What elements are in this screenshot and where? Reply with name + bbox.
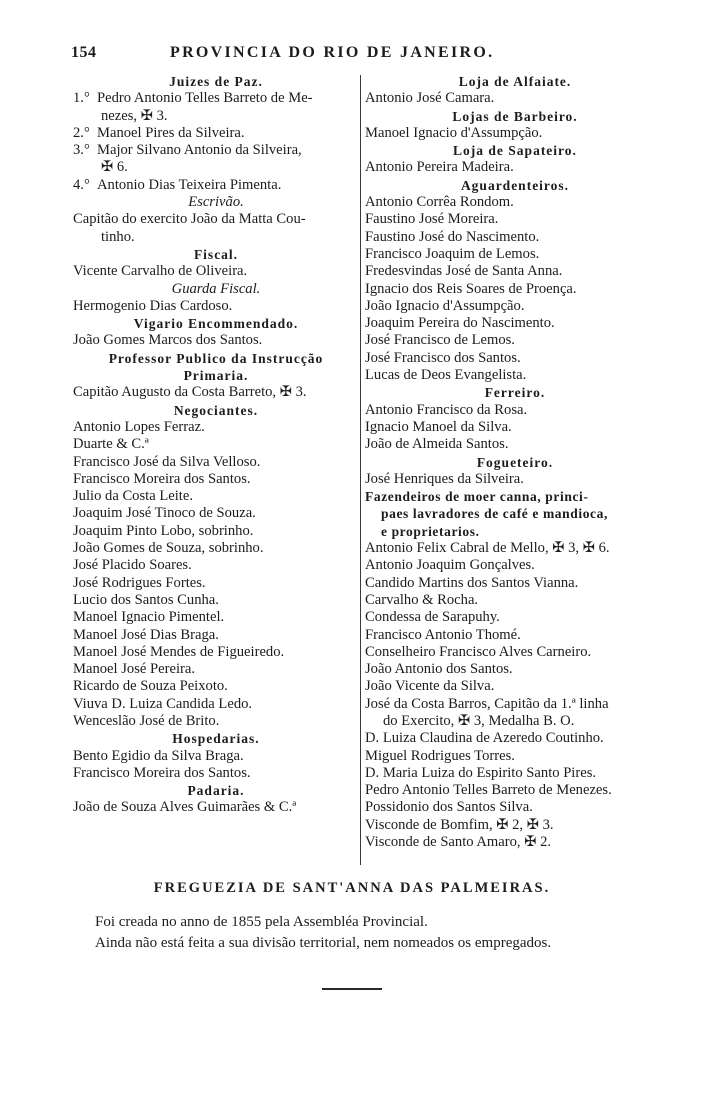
list-item: D. Luiza Claudina de Azeredo Coutinho. — [365, 730, 604, 747]
heading-guarda-fiscal: Guarda Fiscal. — [171, 280, 261, 297]
list-item: Antonio Lopes Ferraz. — [73, 418, 205, 435]
list-item: Miguel Rodrigues Torres. — [365, 747, 515, 764]
heading-ferreiro: Ferreiro. — [484, 385, 546, 401]
right-column — [365, 73, 665, 851]
heading-juizes: Juizes de Paz. — [169, 74, 263, 89]
fiscal-name: Vicente Carvalho de Oliveira. — [73, 263, 248, 280]
list-item: José Rodrigues Fortes. — [73, 574, 206, 591]
juiz-2-num: 2.° — [73, 124, 90, 141]
list-item: Conselheiro Francisco Alves Carneiro. — [365, 643, 592, 660]
vigario-name: João Gomes Marcos dos Santos. — [73, 332, 263, 349]
list-item: Francisco Joaquim de Lemos. — [365, 245, 540, 262]
juiz-4 — [73, 177, 359, 194]
heading-fazendeiros-2: paes lavradores de café e mandioca, — [381, 506, 608, 522]
list-item: Joaquim Pinto Lobo, sobrinho. — [73, 522, 254, 539]
escrivao-line1: Capitão do exercito João da Matta Cou- — [73, 211, 306, 228]
list-item: Viuva D. Luiza Candida Ledo. — [73, 695, 253, 712]
juiz-2 — [73, 125, 359, 142]
paragraph-line-1: Foi creada no anno de 1855 pela Assembléa Provincial. — [95, 914, 428, 930]
running-title: PROVINCIA DO RIO DE JANEIRO. — [170, 44, 495, 61]
heading-fiscal: Fiscal. — [193, 246, 239, 262]
heading-aguardenteiros: Aguardenteiros. — [460, 177, 570, 193]
escrivao-line2: tinho. — [101, 228, 135, 245]
list-item: Julio da Costa Leite. — [73, 488, 193, 505]
guarda-fiscal-name: Hermogenio Dias Cardoso. — [73, 297, 233, 314]
list-item: João Gomes de Souza, sobrinho. — [73, 540, 264, 557]
alfaiate-name: Antonio José Camara. — [365, 90, 495, 107]
list-item: Condessa de Sarapuhy. — [365, 609, 500, 626]
list-item: Francisco Antonio Thomé. — [365, 626, 521, 643]
heading-padaria: Padaria. — [187, 783, 245, 799]
list-item: Bento Egidio da Silva Braga. — [73, 747, 244, 764]
list-item: Carvalho & Rocha. — [365, 591, 479, 608]
juiz-1-num: 1.° — [73, 90, 90, 107]
juiz-1-line2: nezes, ✠ 3. — [101, 107, 168, 124]
juiz-2-name: Manoel Pires da Silveira. — [97, 124, 245, 141]
fogueteiro-name: José Henriques da Silveira. — [365, 470, 524, 487]
list-item: Manoel José Pereira. — [73, 661, 195, 678]
juiz-3-name: Major Silvano Antonio da Silveira, — [97, 142, 302, 159]
list-item: Candido Martins dos Santos Vianna. — [365, 574, 579, 591]
list-item: Ignacio dos Reis Soares de Proença. — [365, 280, 577, 297]
list-item: Possidonio dos Santos Silva. — [365, 799, 533, 816]
list-item: José Placido Soares. — [73, 557, 192, 574]
list-item: Antonio Francisco da Rosa. — [365, 401, 528, 418]
juiz-1-line1 — [73, 90, 359, 107]
section-paragraph — [95, 912, 551, 954]
list-item: Ignacio Manoel da Silva. — [365, 418, 512, 435]
list-item: Francisco José da Silva Velloso. — [73, 453, 261, 470]
heading-professor: Professor Publico da Instrucção — [108, 350, 324, 366]
list-item: José Francisco dos Santos. — [365, 349, 521, 366]
heading-barbeiro: Lojas de Barbeiro. — [452, 108, 578, 124]
list-item: João Vicente da Silva. — [365, 678, 495, 695]
list-item: João Ignacio d'Assumpção. — [365, 297, 525, 314]
list-item-continuation: do Exercito, ✠ 3, Medalha B. O. — [383, 712, 575, 729]
list-item: Lucas de Deos Evangelista. — [365, 367, 527, 384]
heading-sapateiro: Loja de Sapateiro. — [453, 143, 577, 159]
list-item: Faustino José do Nascimento. — [365, 228, 540, 245]
juiz-4-name: Antonio Dias Teixeira Pimenta. — [97, 176, 282, 193]
heading-negociantes: Negociantes. — [173, 402, 259, 418]
list-item: Manoel José Dias Braga. — [73, 626, 219, 643]
heading-fazendeiros: Fazendeiros de moer canna, princi- — [365, 489, 589, 505]
juiz-3-line1 — [73, 142, 359, 159]
heading-hospedarias: Hospedarias. — [172, 731, 260, 747]
list-item: Duarte & C.ª — [73, 436, 149, 453]
juiz-3-num: 3.° — [73, 142, 90, 159]
list-item: José da Costa Barros, Capitão da 1.ª linha — [365, 695, 609, 712]
list-item: Faustino José Moreira. — [365, 211, 499, 228]
juiz-1-name: Pedro Antonio Telles Barreto de Me- — [97, 90, 313, 107]
list-item: Pedro Antonio Telles Barreto de Menezes. — [365, 782, 612, 799]
list-item: Francisco Moreira dos Santos. — [73, 764, 251, 781]
sapateiro-name: Antonio Pereira Madeira. — [365, 159, 514, 176]
heading-professor-2: Primaria. — [183, 368, 249, 384]
list-item: Visconde de Bomfim, ✠ 2, ✠ 3. — [365, 816, 554, 833]
list-item: Wenceslão José de Brito. — [73, 712, 220, 729]
bottom-rule — [322, 988, 382, 990]
list-item: Ricardo de Souza Peixoto. — [73, 678, 228, 695]
list-item: Lucio dos Santos Cunha. — [73, 591, 219, 608]
heading-escrivao: Escrivão. — [188, 194, 244, 211]
left-column — [73, 73, 359, 817]
list-item: Joaquim José Tinoco de Souza. — [73, 505, 256, 522]
list-item: Fredesvindas José de Santa Anna. — [365, 263, 563, 280]
heading-fogueteiro: Fogueteiro. — [476, 454, 554, 470]
juiz-3-line2: ✠ 6. — [101, 159, 128, 176]
paragraph-line-2: Ainda não está feita a sua divisão territorial, nem nomeados os empregados. — [95, 935, 552, 951]
list-item: Visconde de Santo Amaro, ✠ 2. — [365, 834, 552, 851]
list-item: D. Maria Luiza do Espirito Santo Pires. — [365, 764, 597, 781]
list-item: João Antonio dos Santos. — [365, 661, 513, 678]
list-item: João de Almeida Santos. — [365, 436, 509, 453]
page-number: 154 — [71, 44, 97, 61]
list-item: Joaquim Pereira do Nascimento. — [365, 315, 555, 332]
juiz-4-num: 4.° — [73, 176, 90, 193]
section-title: FREGUEZIA DE SANT'ANNA DAS PALMEIRAS. — [153, 880, 551, 896]
list-item: José Francisco de Lemos. — [365, 332, 515, 349]
heading-alfaiate: Loja de Alfaiate. — [458, 74, 572, 89]
padaria-name: João de Souza Alves Guimarães & C.ª — [73, 799, 297, 816]
list-item: Manoel Ignacio Pimentel. — [73, 609, 225, 626]
list-item: Manoel José Mendes de Figueiredo. — [73, 643, 285, 660]
column-divider — [360, 75, 361, 865]
list-item: Antonio Felix Cabral de Mello, ✠ 3, ✠ 6. — [365, 540, 610, 557]
professor-name: Capitão Augusto da Costa Barreto, ✠ 3. — [73, 384, 307, 401]
heading-fazendeiros-3: e proprietarios. — [381, 523, 480, 539]
list-item: Antonio Joaquim Gonçalves. — [365, 557, 535, 574]
heading-vigario: Vigario Encommendado. — [133, 316, 299, 332]
list-item: Francisco Moreira dos Santos. — [73, 470, 251, 487]
barbeiro-name: Manoel Ignacio d'Assumpção. — [365, 124, 543, 141]
list-item: Antonio Corrêa Rondom. — [365, 194, 514, 211]
